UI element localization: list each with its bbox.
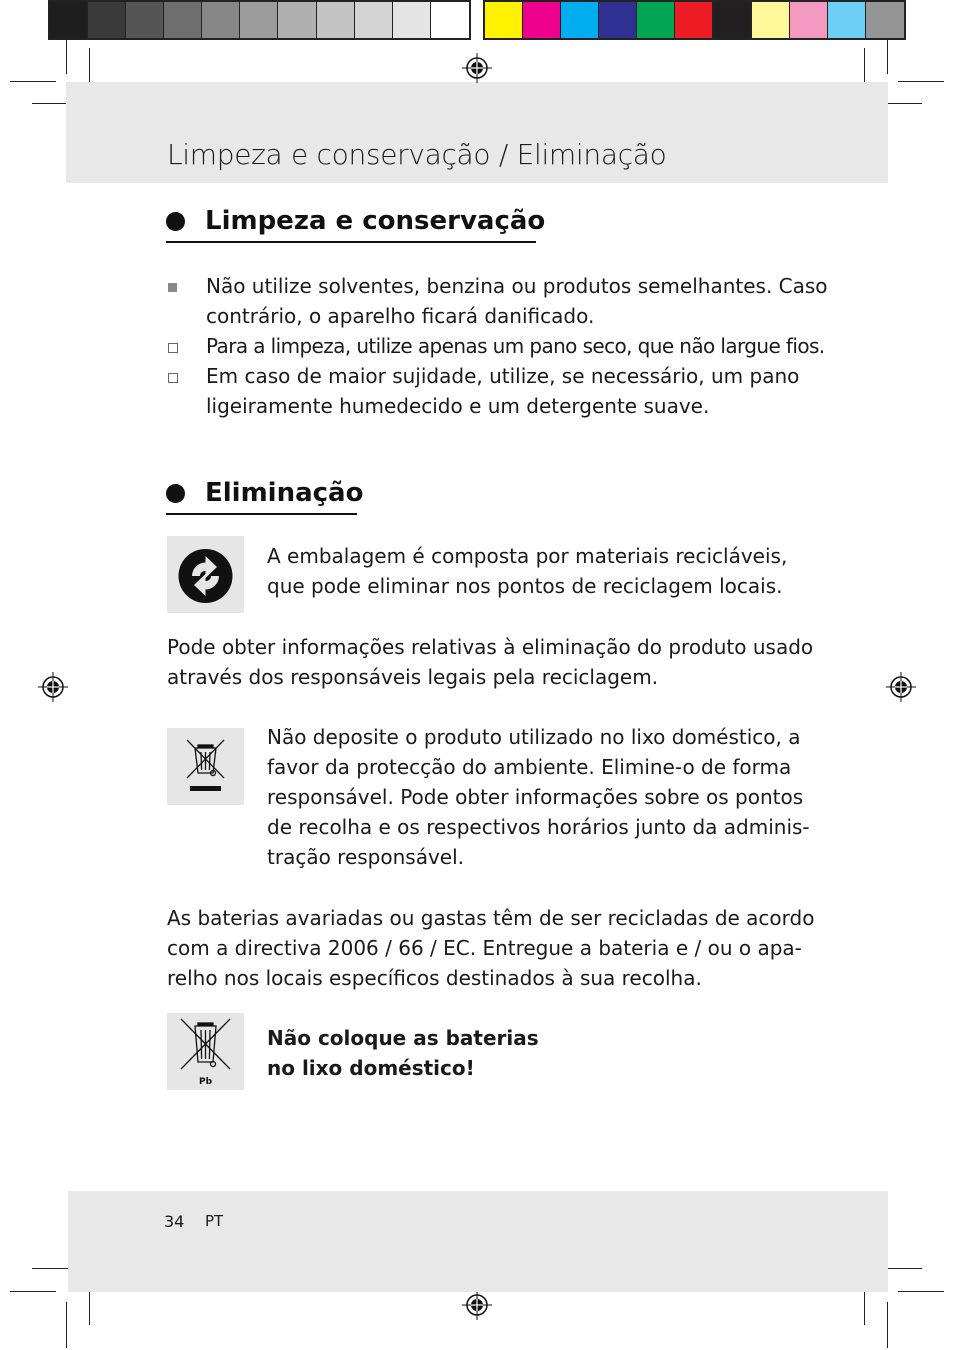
section-heading-cleaning xyxy=(166,206,545,236)
color-swatch xyxy=(485,2,523,38)
green-dot-recycling-icon xyxy=(167,536,244,613)
section-heading-text: Limpeza e conservação xyxy=(205,206,546,236)
pb-label: Pb xyxy=(198,1077,213,1087)
color-swatch xyxy=(317,2,355,38)
crop-mark xyxy=(882,1268,922,1269)
gray-color-bar xyxy=(48,0,471,40)
color-swatch xyxy=(202,2,240,38)
disposal-info-text: através dos responsáveis legais pela reciclagem. xyxy=(167,665,659,689)
square-bullet-icon xyxy=(167,271,179,301)
packaging-text: A embalagem é composta por materiais recicláveis, xyxy=(267,544,788,568)
weee-symbol-box xyxy=(167,728,244,805)
battery-warning-text: no lixo doméstico! xyxy=(267,1056,475,1080)
battery-info-text: relho nos locais específicos destinados à sua recolha. xyxy=(167,966,702,990)
registration-mark-icon xyxy=(886,672,916,702)
crop-mark xyxy=(66,1302,67,1348)
list-item-text: contrário, o aparelho ficará danificado. xyxy=(206,304,595,328)
crop-mark xyxy=(887,40,888,74)
battery-info-text: com a directiva 2006 / 66 / EC. Entregue a bateria e / ou o apa- xyxy=(167,936,802,960)
battery-warning-text: Não coloque as baterias xyxy=(267,1026,539,1050)
crop-mark xyxy=(898,1291,944,1292)
language-code: PT xyxy=(205,1212,224,1230)
color-swatch xyxy=(50,2,88,38)
color-swatch xyxy=(637,2,675,38)
color-swatch xyxy=(599,2,637,38)
checkbox-bullet-icon xyxy=(167,331,179,361)
weee-text: Não deposite o produto utilizado no lixo doméstico, a xyxy=(267,725,801,749)
crop-mark xyxy=(66,40,67,74)
bullet-dot-icon xyxy=(166,212,185,231)
footer-band xyxy=(68,1191,888,1292)
color-swatch xyxy=(675,2,713,38)
color-swatch xyxy=(126,2,164,38)
registration-mark-icon xyxy=(462,1290,492,1320)
color-swatch xyxy=(278,2,316,38)
color-swatch xyxy=(790,2,828,38)
weee-text: favor da protecção do ambiente. Elimine-o de forma xyxy=(267,755,792,779)
list-item-text: Não utilize solventes, benzina ou produtos semelhantes. Caso xyxy=(206,274,828,298)
registration-mark-icon xyxy=(38,672,68,702)
color-swatch xyxy=(752,2,790,38)
color-swatch xyxy=(866,2,904,38)
crop-mark xyxy=(10,1291,56,1292)
section-underline xyxy=(166,241,536,243)
battery-info-text: As baterias avariadas ou gastas têm de ser recicladas de acordo xyxy=(167,906,815,930)
crop-mark xyxy=(898,81,944,82)
color-swatch xyxy=(713,2,751,38)
color-swatch xyxy=(523,2,561,38)
disposal-info-text: Pode obter informações relativas à eliminação do produto usado xyxy=(167,635,814,659)
color-swatch xyxy=(88,2,126,38)
section-heading-text: Eliminação xyxy=(205,478,364,508)
page-number: 34 xyxy=(164,1212,185,1231)
recycling-symbol-box xyxy=(167,536,244,613)
list-item-text: Para a limpeza, utilize apenas um pano seco, que não largue fios. xyxy=(206,334,825,358)
weee-text: tração responsável. xyxy=(267,845,465,869)
color-swatch xyxy=(828,2,866,38)
crop-mark xyxy=(887,1302,888,1348)
crossed-bin-battery-icon xyxy=(167,1013,244,1090)
crossed-bin-icon xyxy=(167,728,244,805)
process-color-bar xyxy=(483,0,906,40)
color-swatch xyxy=(355,2,393,38)
color-swatch xyxy=(431,2,469,38)
section-heading-disposal xyxy=(166,478,363,508)
checkbox-bullet-icon xyxy=(167,361,179,391)
crop-mark xyxy=(882,103,922,104)
weee-text: responsável. Pode obter informações sobre os pontos xyxy=(267,785,804,809)
battery-symbol-box xyxy=(167,1013,244,1090)
registration-mark-icon xyxy=(462,53,492,83)
color-swatch xyxy=(240,2,278,38)
list-item-text: ligeiramente humedecido e um detergente suave. xyxy=(206,394,710,418)
crop-mark xyxy=(32,1268,72,1269)
page-title: Limpeza e conservação / Eliminação xyxy=(167,138,667,171)
crop-mark xyxy=(10,81,56,82)
packaging-text: que pode eliminar nos pontos de reciclagem locais. xyxy=(267,574,783,598)
weee-text: de recolha e os respectivos horários junto da adminis- xyxy=(267,815,810,839)
color-swatch xyxy=(561,2,599,38)
color-swatch xyxy=(164,2,202,38)
color-swatch xyxy=(393,2,431,38)
bullet-dot-icon xyxy=(166,484,185,503)
section-underline xyxy=(166,513,357,515)
list-item-text: Em caso de maior sujidade, utilize, se necessário, um pano xyxy=(206,364,800,388)
